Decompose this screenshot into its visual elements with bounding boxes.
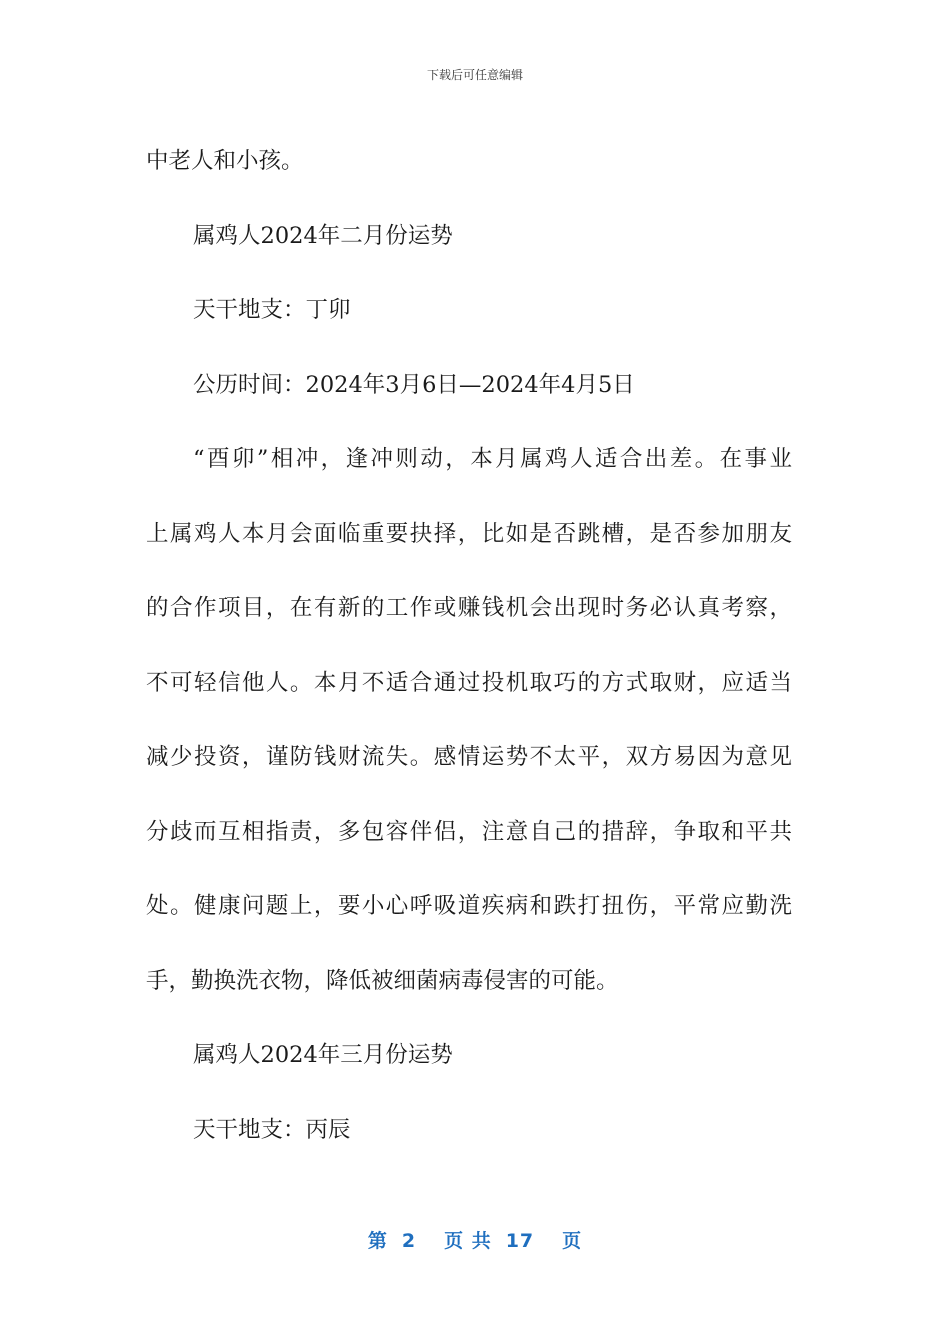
section-heading-march: 属鸡人2024年三月份运势	[193, 1042, 453, 1068]
page-total: 17	[505, 1230, 535, 1252]
paragraph-line: 的合作项目，在有新的工作或赚钱机会出现时务必认真考察，	[146, 595, 792, 621]
page-suffix: 页	[562, 1230, 583, 1252]
paragraph-line: “酉卯”相冲，逢冲则动，本月属鸡人适合出差。在事业	[193, 446, 792, 472]
calendar-period-february: 公历时间：2024年3月6日—2024年4月5日	[193, 371, 635, 398]
page-current: 2	[401, 1230, 417, 1252]
paragraph-line: 手，勤换洗衣物，降低被细菌病毒侵害的可能。	[146, 967, 619, 994]
page-mid: 页 共	[444, 1230, 492, 1252]
stems-branches-february: 天干地支：丁卯	[193, 297, 351, 323]
paragraph-line: 上属鸡人本月会面临重要抉择，比如是否跳槽，是否参加朋友	[146, 520, 792, 547]
document-body	[146, 124, 792, 1167]
paragraph-line: 分歧而互相指责，多包容伴侣，注意自己的措辞，争取和平共	[146, 818, 792, 845]
paragraph-line: 不可轻信他人。本月不适合通过投机取巧的方式取财，应适当	[146, 669, 792, 696]
text-line: 中老人和小孩。	[146, 148, 304, 174]
header-note: 下载后可任意编辑	[426, 68, 523, 82]
paragraph-line: 减少投资，谨防钱财流失。感情运势不太平，双方易因为意见	[146, 744, 792, 770]
paragraph-line: 处。健康问题上，要小心呼吸道疾病和跌打扭伤，平常应勤洗	[146, 893, 792, 919]
page-footer	[0, 1226, 950, 1253]
page-prefix: 第	[367, 1230, 388, 1252]
stems-branches-march: 天干地支：丙辰	[193, 1116, 351, 1143]
section-heading-february: 属鸡人2024年二月份运势	[193, 222, 453, 249]
